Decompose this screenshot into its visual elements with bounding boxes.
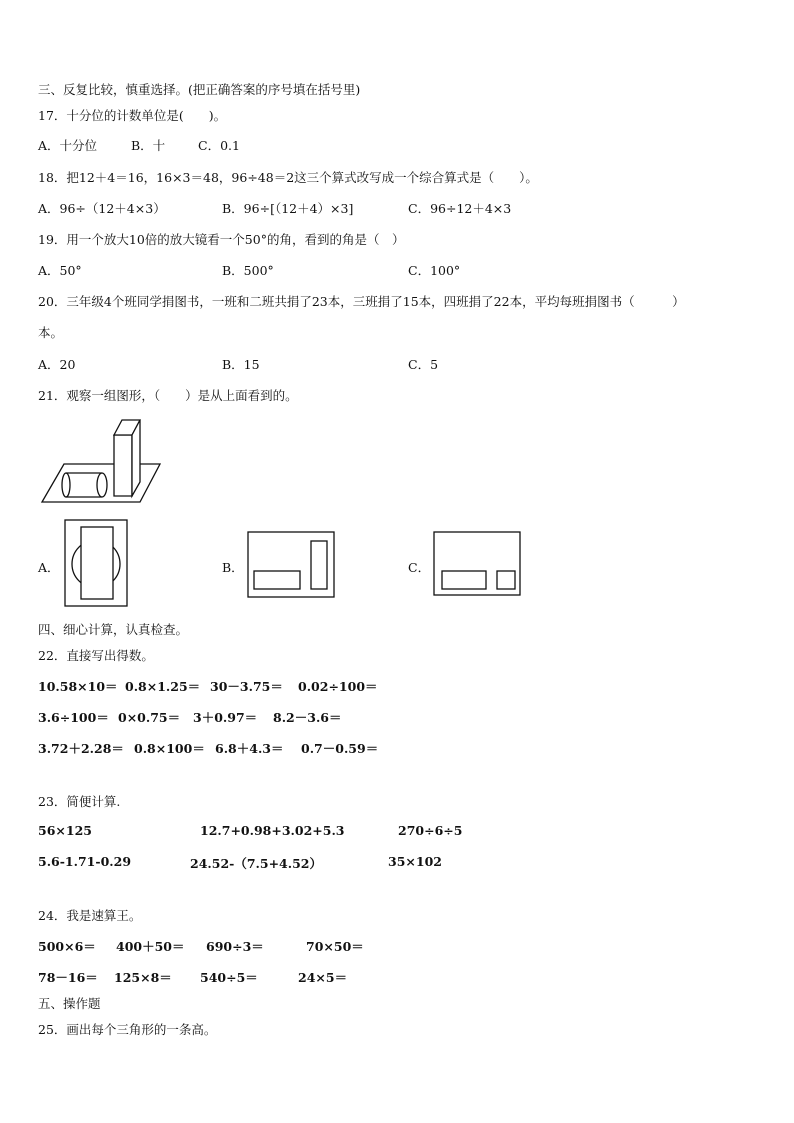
q22-item: 10.58×10＝ xyxy=(38,679,118,694)
q22-item: 0.02÷100＝ xyxy=(298,679,378,694)
q24-item: 78－16＝ xyxy=(38,970,98,985)
q20-option-c: C．5 xyxy=(408,357,439,372)
q17-option-a: A．十分位 xyxy=(38,138,98,153)
q22-item: 0.8×100＝ xyxy=(134,741,205,756)
q19-option-b: B．500° xyxy=(222,263,274,278)
q22-stem: 22．直接写出得数。 xyxy=(38,648,154,663)
q22-item: 3.72＋2.28＝ xyxy=(38,741,124,756)
q24-item: 690÷3＝ xyxy=(206,939,264,954)
q24-item: 125×8＝ xyxy=(114,970,172,985)
section3-title: 三、反复比较，慎重选择。(把正确答案的序号填在括号里) xyxy=(38,82,361,97)
q24-item: 400＋50＝ xyxy=(116,939,185,954)
q23-item: 12.7+0.98+3.02+5.3 xyxy=(200,823,345,838)
q23-item: 24.52-（7.5+4.52） xyxy=(190,856,322,871)
q25-stem: 25．画出每个三角形的一条高。 xyxy=(38,1022,217,1037)
q18-option-c: C．96÷12＋4×3 xyxy=(408,201,512,216)
q21-option-c-label: C． xyxy=(408,560,431,575)
q23-item: 270÷6÷5 xyxy=(398,823,463,838)
q20-stem: 20．三年级4个班同学捐图书，一班和二班共捐了23本，三班捐了15本，四班捐了22本，平均每班捐图书（ ） xyxy=(38,294,685,309)
q18-option-a: A．96÷（12＋4×3） xyxy=(38,201,166,216)
q18-option-b: B．96÷[（12＋4）×3] xyxy=(222,201,354,216)
q18-stem: 18．把12＋4＝16，16×3＝48，96÷48＝2这三个算式改写成一个综合算式是（ ）。 xyxy=(38,170,538,185)
q21-option-a-label: A． xyxy=(38,560,60,575)
q22-item: 3＋0.97＝ xyxy=(193,710,258,725)
q22-item: 8.2－3.6＝ xyxy=(273,710,342,725)
q24-stem: 24．我是速算王。 xyxy=(38,908,142,923)
q24-item: 540÷5＝ xyxy=(200,970,258,985)
q22-item: 0.8×1.25＝ xyxy=(125,679,201,694)
q21-option-b-label: B． xyxy=(222,560,244,575)
q23-stem: 23．简便计算. xyxy=(38,794,121,809)
q22-item: 3.6÷100＝ xyxy=(38,710,109,725)
q23-item: 5.6-1.71-0.29 xyxy=(38,854,132,869)
q19-stem: 19．用一个放大10倍的放大镜看一个50°的角，看到的角是（ ） xyxy=(38,232,405,247)
q17-option-b: B．十 xyxy=(131,138,166,153)
q22-item: 6.8＋4.3＝ xyxy=(215,741,284,756)
q19-option-a: A．50° xyxy=(38,263,82,278)
q20-option-a: A．20 xyxy=(38,357,76,372)
q23-item: 56×125 xyxy=(38,823,92,838)
q24-item: 500×6＝ xyxy=(38,939,96,954)
q21-stem: 21．观察一组图形，（ ）是从上面看到的。 xyxy=(38,388,298,403)
q17-option-c: C．0.1 xyxy=(198,138,240,153)
q20-stem-continued: 本。 xyxy=(38,325,64,340)
q22-item: 0×0.75＝ xyxy=(118,710,181,725)
q22-item: 30－3.75＝ xyxy=(210,679,283,694)
q17-stem: 17．十分位的计数单位是( )。 xyxy=(38,108,227,123)
q22-item: 0.7－0.59＝ xyxy=(301,741,379,756)
q24-item: 70×50＝ xyxy=(306,939,364,954)
section5-title: 五、操作题 xyxy=(38,996,101,1011)
q23-item: 35×102 xyxy=(388,854,442,869)
q20-option-b: B．15 xyxy=(222,357,260,372)
section4-title: 四、细心计算，认真检查。 xyxy=(38,622,189,637)
q19-option-c: C．100° xyxy=(408,263,461,278)
q24-item: 24×5＝ xyxy=(298,970,348,985)
